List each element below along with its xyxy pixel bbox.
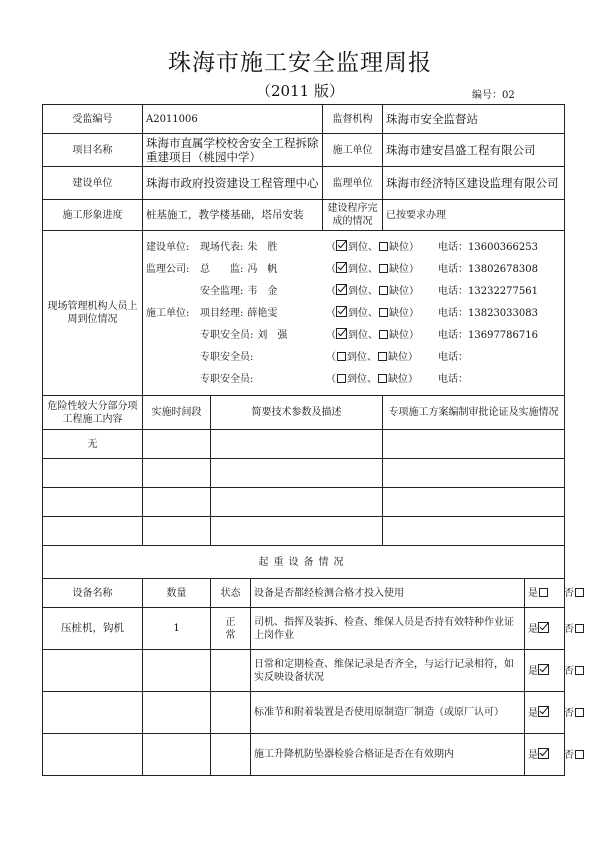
equipment-name (43, 692, 143, 734)
personnel-unit (146, 373, 200, 386)
attendance-status: （ 到位、 缺位） (326, 286, 419, 297)
personnel-entry (146, 258, 561, 280)
hazard-cell (383, 517, 565, 546)
builder-label: 建设单位 (43, 167, 143, 200)
present-checkbox-checked[interactable] (336, 240, 347, 251)
info-row (43, 200, 565, 231)
yes-label: 是 (528, 623, 539, 635)
yes-no-answer (525, 650, 575, 692)
absent-label: 缺位） (389, 286, 419, 297)
present-label: 到位、 (348, 242, 378, 253)
constructor-value: 珠海市建安昌盛工程有限公司 (383, 134, 565, 167)
hazard-cell (383, 459, 565, 488)
personnel-unit: 监理公司: (146, 263, 190, 275)
absent-checkbox[interactable] (379, 264, 388, 273)
progress-label: 施工形象进度 (43, 200, 143, 231)
lifting-item-row (43, 650, 565, 692)
personnel-position: 安全监理: (200, 285, 244, 297)
personnel-entry (146, 236, 561, 258)
check-question: 施工升降机防坠器检验合格证是否在有效期内 (251, 734, 525, 776)
equipment-qty (143, 692, 211, 734)
supervise-no-value: A2011006 (143, 105, 323, 134)
personnel-role (146, 373, 326, 386)
absent-checkbox[interactable] (378, 352, 387, 361)
present-checkbox[interactable] (337, 352, 346, 361)
project-value: 珠海市直属学校校舍安全工程拆除重建项目（桃园中学） (143, 134, 323, 167)
absent-checkbox[interactable] (379, 330, 388, 339)
personnel-position: 现场代表: (200, 241, 244, 253)
yes-no-answer (525, 692, 575, 734)
yes-checkbox-checked[interactable] (538, 748, 549, 759)
lifting-item-row (43, 692, 565, 734)
personnel-name: 韦 金 (247, 285, 278, 297)
attendance-status: （ 到位、 缺位） (326, 330, 419, 341)
personnel-entry (146, 302, 561, 324)
supervisor-value: 珠海市经济特区建设监理有限公司 (383, 167, 565, 200)
info-row (43, 134, 565, 167)
hazard-cell (143, 488, 211, 517)
agency-value: 珠海市安全监督站 (383, 105, 565, 134)
yes-no-answer (525, 579, 575, 608)
equipment-qty-header: 数量 (143, 579, 211, 608)
report-title: 珠海市施工安全监理周报 (168, 50, 432, 76)
personnel-phone: 电话：13600366253 (438, 241, 538, 253)
personnel-role (146, 263, 326, 276)
yes-no-answer (525, 608, 575, 650)
attendance-status: （ 到位、 缺位） (326, 308, 419, 319)
personnel-list (143, 231, 565, 396)
present-checkbox-checked[interactable] (336, 306, 347, 317)
hazard-cell (143, 517, 211, 546)
present-label: 到位、 (348, 330, 378, 341)
equipment-status (211, 650, 251, 692)
yes-checkbox-checked[interactable] (538, 706, 549, 717)
equipment-status-header: 状态 (211, 579, 251, 608)
builder-value: 珠海市政府投资建设工程管理中心 (143, 167, 323, 200)
personnel-position: 项目经理: (200, 307, 244, 319)
personnel-position: 专职安全员: (200, 351, 254, 363)
hazard-row (43, 430, 565, 459)
personnel-unit (146, 285, 200, 298)
check-question: 标准节和附着装置是否使用原制造厂制造（或原厂认可） (251, 692, 525, 734)
hazard-header: 实施时间段 (143, 396, 211, 430)
no-checkbox[interactable] (575, 708, 584, 717)
equipment-name-header: 设备名称 (43, 579, 143, 608)
personnel-position: 总 监: (200, 263, 244, 275)
hazard-row (43, 517, 565, 546)
present-label: 到位、 (347, 373, 377, 385)
attendance-status: （ 到位、 缺位） (326, 242, 419, 253)
present-checkbox-checked[interactable] (336, 262, 347, 273)
personnel-role (146, 329, 326, 342)
progress-value: 桩基施工，教学楼基础，塔吊安装 (143, 200, 323, 231)
personnel-role (146, 241, 326, 254)
personnel-phone: 电话： (438, 373, 468, 385)
personnel-unit (146, 351, 200, 364)
absent-checkbox[interactable] (379, 242, 388, 251)
present-label: 到位、 (348, 264, 378, 275)
absent-checkbox[interactable] (378, 374, 387, 383)
absent-checkbox[interactable] (379, 286, 388, 295)
personnel-phone: 电话：13232277561 (438, 285, 538, 297)
personnel-phone: 电话： (438, 351, 468, 363)
no-label: 否 (564, 665, 575, 677)
lifting-header-row (43, 579, 565, 608)
lifting-section-title: 起重设备情况 (43, 546, 565, 579)
personnel-role (146, 307, 326, 320)
absent-label: 缺位） (389, 330, 419, 341)
absent-label: 缺位） (388, 351, 418, 363)
edition-label: （2011 版） (256, 82, 344, 100)
attendance-status: （ 到位、 缺位） (326, 373, 418, 385)
equipment-status (211, 734, 251, 776)
no-checkbox[interactable] (575, 624, 584, 633)
supervisor-label: 监理单位 (323, 167, 383, 200)
hazard-cell: 无 (43, 430, 143, 459)
present-checkbox[interactable] (337, 374, 346, 383)
supervise-no-label: 受监编号 (43, 105, 143, 134)
absent-checkbox[interactable] (379, 308, 388, 317)
hazard-cell (43, 459, 143, 488)
hazard-cell (383, 430, 565, 459)
no-label: 否 (564, 707, 575, 719)
procedure-label: 建设程序完成的情况 (323, 200, 383, 231)
personnel-unit: 建设单位: (146, 241, 190, 253)
equipment-status: 正常 (211, 608, 251, 650)
equipment-qty: 1 (143, 608, 211, 650)
check-question: 设备是否都经检测合格才投入使用 (251, 579, 525, 608)
present-checkbox-checked[interactable] (336, 284, 347, 295)
hazard-header: 简要技术参数及描述 (211, 396, 383, 430)
yes-no-answer (525, 734, 575, 776)
equipment-name (43, 650, 143, 692)
no-checkbox[interactable] (575, 666, 584, 675)
personnel-position: 专职安全员: (200, 329, 254, 341)
personnel-role (146, 285, 326, 298)
hazard-header: 危险性较大分部分项工程施工内容 (43, 396, 143, 430)
info-row (43, 105, 565, 134)
present-label: 到位、 (348, 286, 378, 297)
personnel-position: 专职安全员: (200, 373, 254, 385)
hazard-cell (383, 488, 565, 517)
equipment-name: 压桩机，钩机 (43, 608, 143, 650)
yes-label: 是 (528, 665, 539, 677)
hazard-cell (43, 517, 143, 546)
yes-label: 是 (528, 749, 539, 761)
personnel-label: 现场管理机构人员上周到位情况 (43, 231, 143, 396)
hazard-row (43, 459, 565, 488)
equipment-qty (143, 650, 211, 692)
procedure-value: 已按要求办理 (383, 200, 565, 231)
personnel-entry (146, 368, 561, 390)
check-question: 日常和定期检查、维保记录是否齐全，与运行记录相符，如实反映设备状况 (251, 650, 525, 692)
absent-label: 缺位） (388, 373, 418, 385)
hazard-cell (43, 488, 143, 517)
equipment-name (43, 734, 143, 776)
hazard-cell (143, 459, 211, 488)
no-label: 否 (564, 623, 575, 635)
report-table (42, 104, 575, 776)
personnel-unit (146, 329, 200, 342)
present-label: 到位、 (347, 351, 377, 363)
hazard-header-row (43, 396, 565, 430)
absent-label: 缺位） (389, 264, 419, 275)
no-checkbox[interactable] (575, 750, 584, 759)
personnel-entry (146, 346, 561, 368)
hazard-cell (211, 459, 383, 488)
lifting-item-row (43, 734, 565, 776)
agency-label: 监督机构 (323, 105, 383, 134)
personnel-name: 刘 强 (257, 329, 288, 341)
attendance-status: （ 到位、 缺位） (326, 264, 419, 275)
serial-number: 编号：02 (472, 90, 515, 101)
personnel-name: 朱 胜 (247, 241, 278, 253)
absent-label: 缺位） (389, 242, 419, 253)
personnel-phone: 电话：13823033083 (438, 307, 538, 319)
present-label: 到位、 (348, 308, 378, 319)
lifting-section-row (43, 546, 565, 579)
personnel-row (43, 231, 565, 396)
hazard-header: 专项施工方案编制审批论证及实施情况 (383, 396, 565, 430)
equipment-status (211, 692, 251, 734)
lifting-item-row (43, 608, 565, 650)
yes-label: 是 (528, 587, 539, 599)
yes-checkbox-checked[interactable] (538, 664, 549, 675)
yes-label: 是 (528, 707, 539, 719)
yes-checkbox[interactable] (539, 588, 548, 597)
check-question: 司机、指挥及装拆、检查、维保人员是否持有效特种作业证上岗作业 (251, 608, 525, 650)
present-checkbox-checked[interactable] (336, 328, 347, 339)
equipment-qty (143, 734, 211, 776)
absent-label: 缺位） (389, 308, 419, 319)
yes-checkbox-checked[interactable] (538, 622, 549, 633)
info-row (43, 167, 565, 200)
no-label: 否 (564, 587, 575, 599)
no-checkbox[interactable] (575, 588, 584, 597)
personnel-role (146, 351, 326, 364)
personnel-phone: 电话：13802678308 (438, 263, 538, 275)
hazard-cell (211, 430, 383, 459)
personnel-unit: 施工单位: (146, 307, 190, 319)
hazard-cell (211, 517, 383, 546)
no-label: 否 (564, 749, 575, 761)
hazard-row (43, 488, 565, 517)
personnel-entry (146, 324, 561, 346)
attendance-status: （ 到位、 缺位） (326, 351, 418, 363)
hazard-cell (143, 430, 211, 459)
personnel-phone: 电话：13697786716 (438, 329, 538, 341)
personnel-name: 薛艳雯 (247, 307, 278, 319)
personnel-name: 冯 帆 (247, 263, 278, 275)
personnel-entry (146, 280, 561, 302)
project-label: 项目名称 (43, 134, 143, 167)
constructor-label: 施工单位 (323, 134, 383, 167)
hazard-cell (211, 488, 383, 517)
